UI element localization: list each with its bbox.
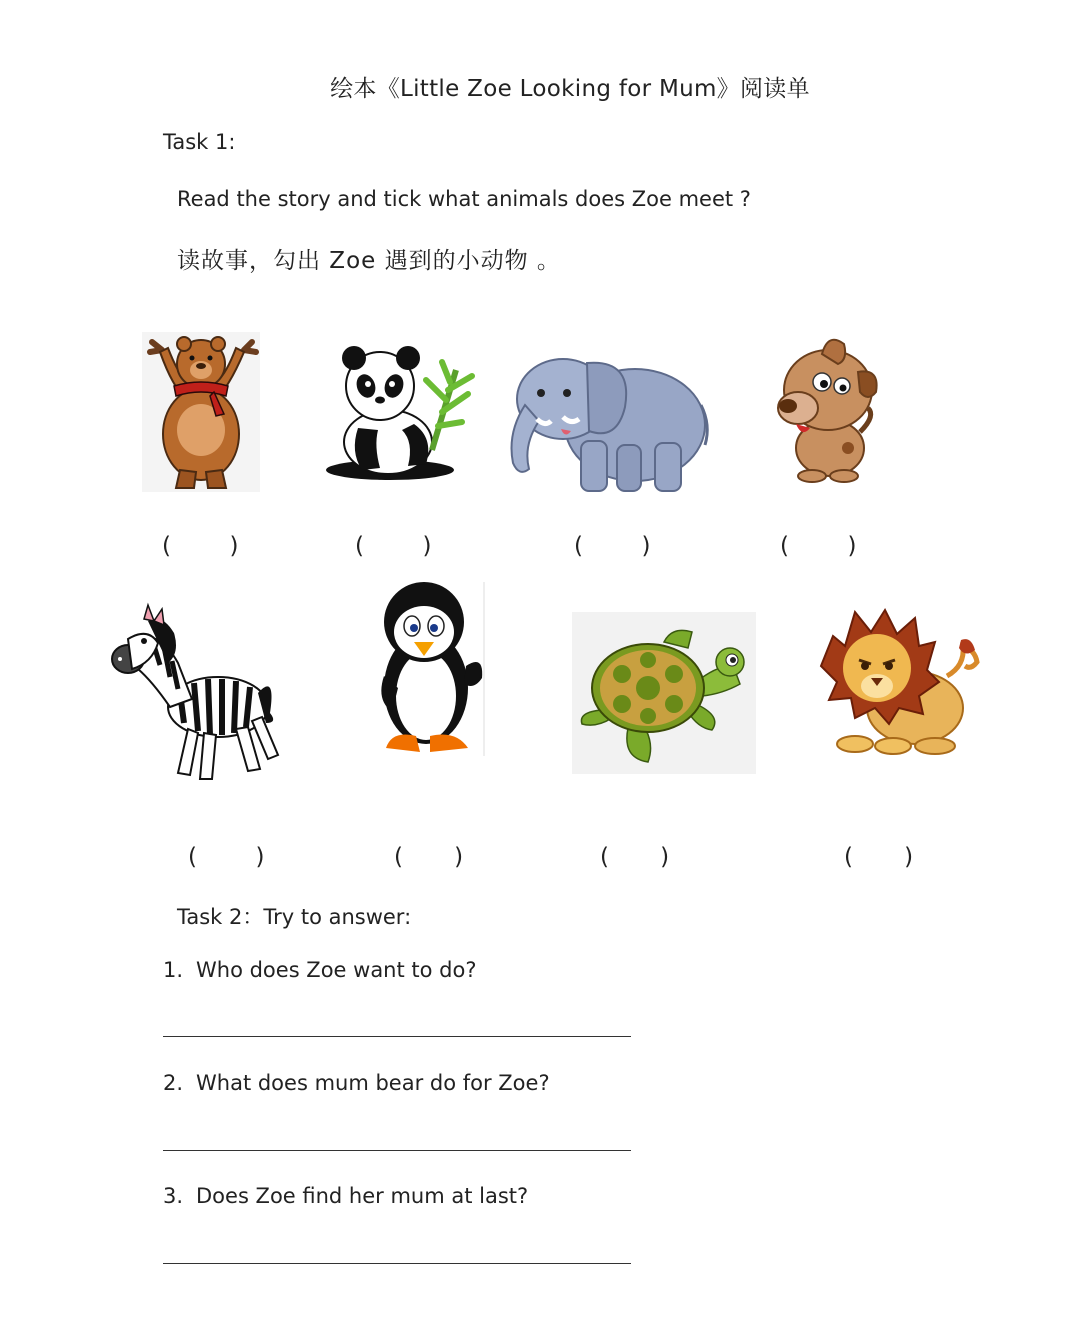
question-text: What does mum bear do for Zoe? bbox=[196, 1071, 550, 1095]
task2-label: Task 2：Try to answer: bbox=[177, 905, 412, 929]
worksheet-title: 绘本《Little Zoe Looking for Mum》阅读单 bbox=[330, 76, 810, 102]
answer-bracket-panda[interactable]: ( ) bbox=[355, 533, 432, 559]
task1-instruction-cn: 读故事，勾出 Zoe 遇到的小动物 。 bbox=[177, 248, 561, 274]
answer-bracket-bear[interactable]: ( ) bbox=[162, 533, 239, 559]
penguin-icon bbox=[378, 580, 486, 758]
turtle-icon bbox=[572, 612, 756, 774]
answer-bracket-turtle[interactable]: ( ) bbox=[600, 844, 670, 870]
question-text: Who does Zoe want to do? bbox=[196, 958, 477, 982]
bear-icon bbox=[140, 330, 262, 495]
question-1 bbox=[163, 958, 477, 982]
question-number: 1. bbox=[163, 958, 184, 982]
answer-bracket-elephant[interactable]: ( ) bbox=[574, 533, 651, 559]
lion-icon bbox=[815, 606, 980, 758]
answer-bracket-dog[interactable]: ( ) bbox=[780, 533, 857, 559]
panda-icon bbox=[322, 342, 478, 482]
question-2 bbox=[163, 1071, 550, 1095]
answer-bracket-zebra[interactable]: ( ) bbox=[188, 844, 265, 870]
dog-icon bbox=[772, 332, 880, 484]
task1-instruction-en: Read the story and tick what animals does Zoe meet ? bbox=[177, 187, 751, 211]
question-number: 3. bbox=[163, 1184, 184, 1208]
zebra-icon bbox=[108, 603, 278, 785]
answer-bracket-lion[interactable]: ( ) bbox=[844, 844, 914, 870]
answer-line-2[interactable] bbox=[163, 1150, 631, 1151]
answer-line-3[interactable] bbox=[163, 1263, 631, 1264]
question-3 bbox=[163, 1184, 528, 1208]
task1-label: Task 1: bbox=[163, 130, 236, 154]
answer-bracket-penguin[interactable]: ( ) bbox=[394, 844, 464, 870]
answer-line-1[interactable] bbox=[163, 1036, 631, 1037]
question-number: 2. bbox=[163, 1071, 184, 1095]
question-text: Does Zoe find her mum at last? bbox=[196, 1184, 529, 1208]
elephant-icon bbox=[505, 345, 715, 497]
